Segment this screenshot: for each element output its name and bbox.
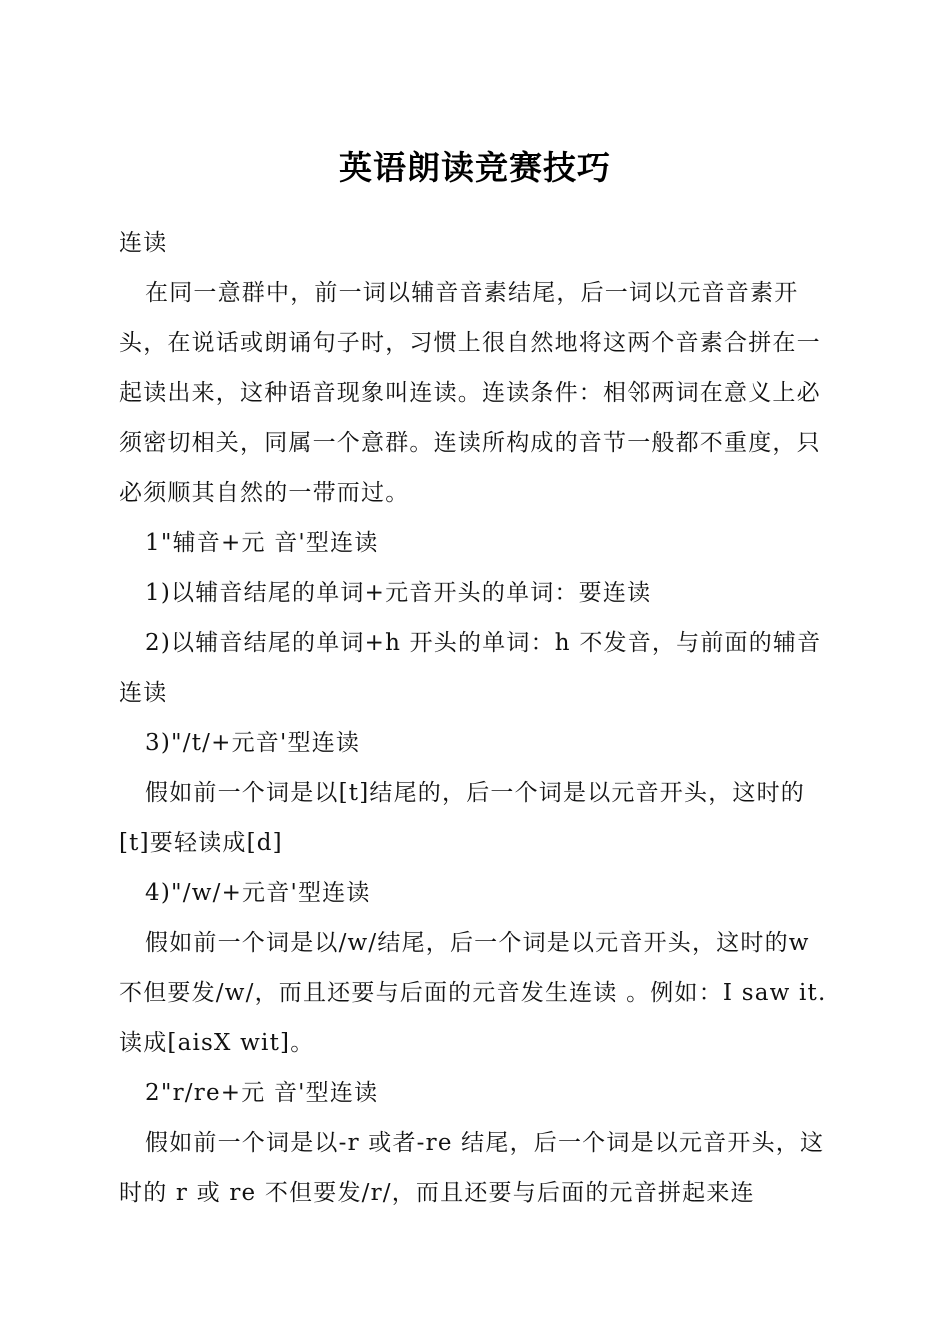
document-title: 英语朗读竞赛技巧 <box>339 148 611 187</box>
paragraph-rule-1-4-detail: 假如前一个词是以/w/结尾，后一个词是以元音开头，这时的w 不但要发/w/，而且还要与后面的元音发生连读 。例如：I saw it.读成[aisX wit]。 <box>119 930 827 1056</box>
paragraph-rule-1: 1"辅音+元 音'型连读 <box>145 530 379 556</box>
paragraph-definition: 在同一意群中，前一词以辅音音素结尾，后一词以元音音素开头，在说话或朗诵句子时，习惯上很自然地将这两个音素合拼在一起读出来，这种语音现象叫连读。连读条件：相邻两词在意义上必须密切相关，同属一个意群。连读所构成的音节一般都不重度，只必须顺其自然的一带而过。 <box>119 280 821 506</box>
paragraph-rule-1-1: 1)以辅音结尾的单词+元音开头的单词：要连读 <box>145 580 652 606</box>
document-body <box>119 218 835 1218</box>
paragraph-rule-2-detail: 假如前一个词是以-r 或者-re 结尾，后一个词是以元音开头，这时的 r 或 re 不但要发/r/，而且还要与后面的元音拼起来连 <box>119 1130 825 1206</box>
section-heading-liaison: 连读 <box>119 230 168 256</box>
paragraph-rule-1-3-detail: 假如前一个词是以[t]结尾的，后一个词是以元音开头，这时的[t]要轻读成[d] <box>119 780 805 856</box>
paragraph-rule-1-3: 3)"/t/+元音'型连读 <box>145 730 361 756</box>
paragraph-rule-2: 2"r/re+元 音'型连读 <box>145 1080 379 1106</box>
paragraph-rule-1-2: 2)以辅音结尾的单词+h 开头的单词：h 不发音，与前面的辅音连读 <box>119 630 822 706</box>
paragraph-rule-1-4: 4)"/w/+元音'型连读 <box>145 880 371 906</box>
